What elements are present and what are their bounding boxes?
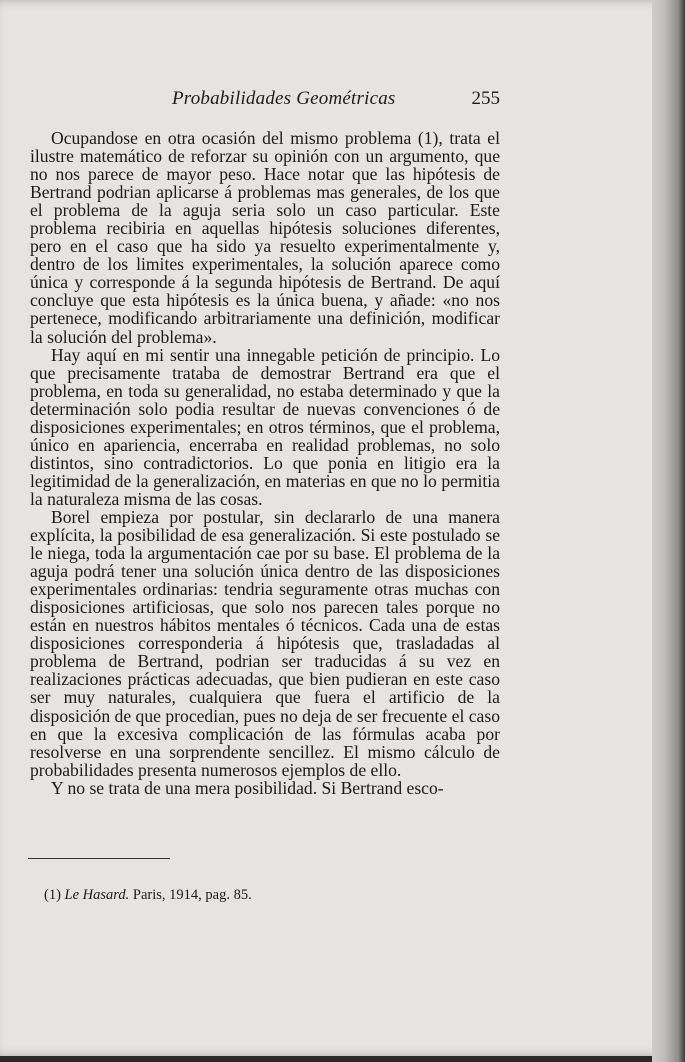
running-head: Probabilidades Geométricas bbox=[172, 88, 396, 109]
footnote-marker: (1) bbox=[44, 887, 61, 903]
page-header bbox=[30, 88, 500, 116]
footnote-title: Le Hasard. bbox=[64, 887, 130, 903]
footnote-divider bbox=[28, 858, 170, 859]
paragraph-4: Y no se trata de una mera posibilidad. Si Bertrand esco- bbox=[51, 777, 444, 798]
page-edge bbox=[652, 0, 685, 1062]
paragraph-3: Borel empieza por postular, sin declararlo de una manera explícita, la posibilidad de esa generalización. Si este postulado se le niega, toda la argumentación cae por su base. El problema de la aguja podrá tener una solución única dentro de las disposiciones experimentales ordinarias: tendria seguramente otras muchas con disposiciones artificiosas, que solo nos parecen tales porque no están en nuestros hábitos mentales ó técnicos. Cada una de estas disposiciones corresponderia á hipótesis que, trasladadas al problema de Bertrand, podrian ser traducidas á su vez en realizaciones prácticas adecuadas, que bien pudieran en este caso ser muy naturales, cualquiera que fuera el artificio de la disposición de que procedian, pues no deja de ser frecuente el caso en que la excesiva complicación de las fórmulas acaba por resolverse en una sorprendente sencillez. El mismo cálculo de probabilidades presenta numerosos ejemplos de ello. bbox=[30, 506, 500, 780]
body-text bbox=[30, 129, 500, 797]
paragraph-2: Hay aquí en mi sentir una innegable petición de principio. Lo que precisamente trataba de demostrar Bertrand era que el problema, en toda su generalidad, no estaba determinado y que la determinación solo podia resultar de nuevas convenciones ó de disposiciones experimentales; en otros términos, que el problema, único en apariencia, encerraba en realidad problemas, no solo distintos, sino contradictorios. Lo que ponia en litigio era la legitimidad de la generalización, en materias en que no lo permitia la naturaleza misma de las cosas. bbox=[30, 344, 500, 509]
footnote-details: Paris, 1914, pag. 85. bbox=[132, 887, 252, 903]
page-number: 255 bbox=[471, 88, 500, 109]
paragraph-1: Ocupandose en otra ocasión del mismo problema (1), trata el ilustre matemático de reforzar su opinión con un argumento, que no nos parece de mayor peso. Hace notar que las hipótesis de Bertrand podrian aplicarse á problemas mas generales, de los que el problema de la aguja seria solo un caso particular. Este problema recibiria en aquellas hipótesis soluciones diferentes, pero en el caso que ha sido ya resuelto experimentalmente y, dentro de los limites experimentales, la solución aparece como única y corresponde á la segunda hipótesis de Bertrand. De aquí concluye que esta hipótesis es la única buena, y añade: «no nos pertenece, modificando arbitrariamente una definición, modificar la solución del problema». bbox=[30, 128, 500, 347]
footnote bbox=[44, 887, 484, 904]
